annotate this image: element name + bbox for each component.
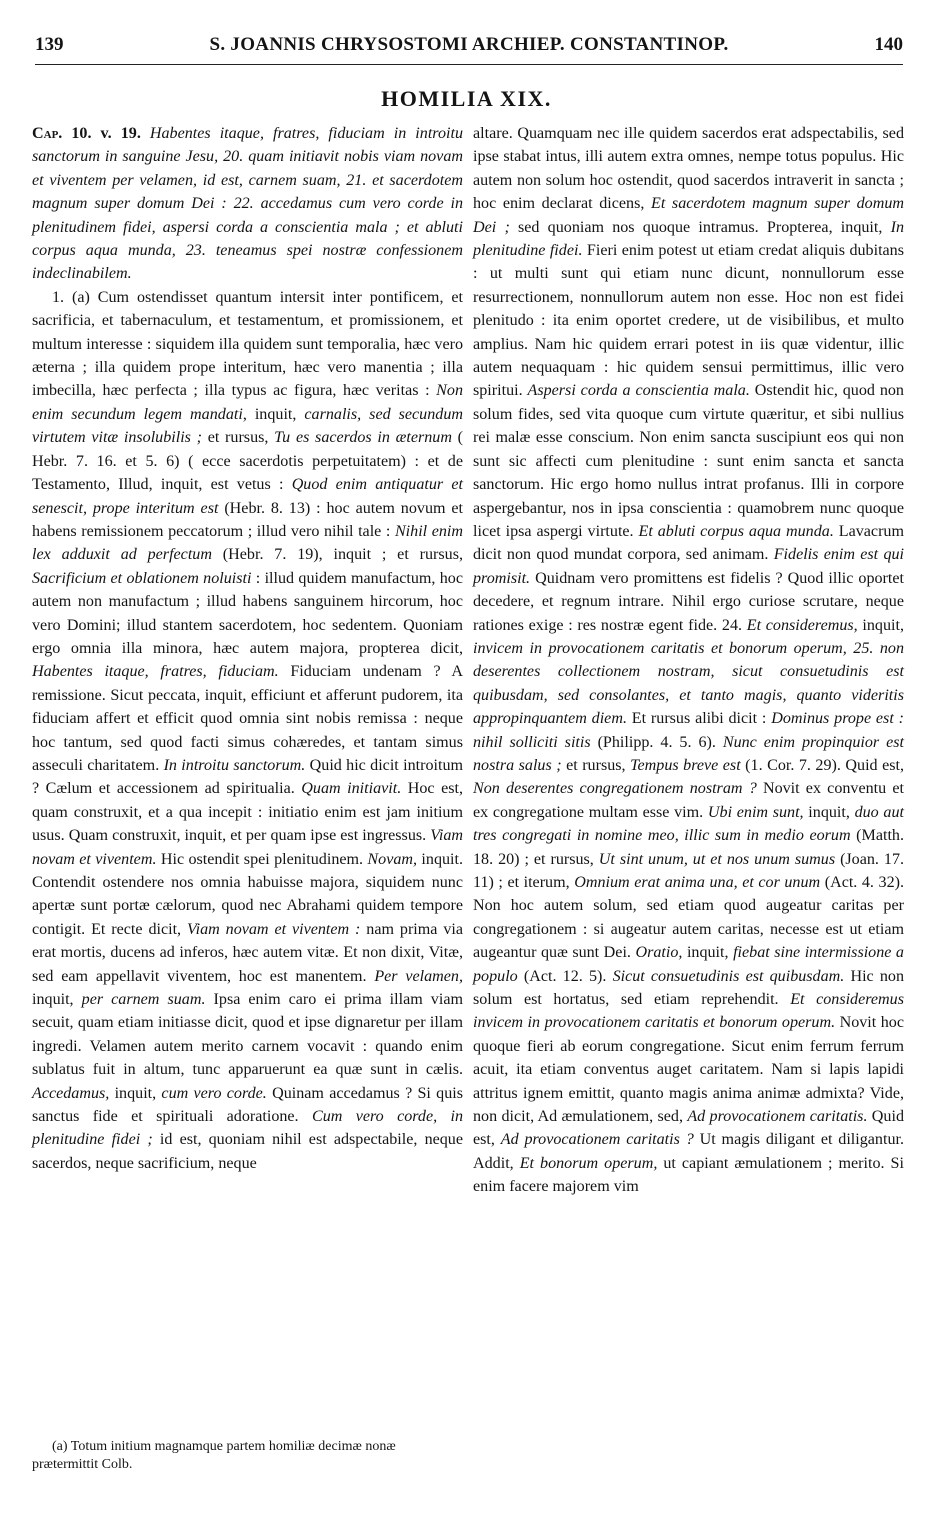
text-run: (Philipp. 4. 5. 6).: [590, 733, 723, 751]
quote-run: duo aut tres congregati in nomine meo, illic sum in medio eorum: [473, 803, 904, 845]
page-number-left: 139: [35, 34, 64, 55]
quote-run: In plenitudine fidei.: [473, 218, 904, 260]
text-run: Et rursus alibi dicit :: [626, 710, 772, 728]
quote-run: Nihil enim lex adduxit ad perfectum: [32, 522, 463, 564]
quote-run: Quod enim antiquatur et senescit, prope interitum est: [32, 476, 463, 517]
text-run: (Act. 12. 5).: [517, 967, 613, 985]
text-run: (1. Cor. 7. 29). Quid est,: [740, 756, 904, 774]
text-run: Novit ex conventu et ex congregatione multam esse vim.: [473, 780, 904, 821]
left-column: [32, 122, 463, 1175]
quote-run: Dominus prope est : nihil solliciti sitis: [473, 710, 904, 751]
quote-run: Non enim secundum legem mandati: [32, 382, 463, 423]
homily-title: HOMILIA XIX.: [381, 86, 552, 111]
page-number-right: 140: [874, 34, 903, 55]
quote-run: Viam novam et viventem.: [32, 827, 463, 868]
quote-run: Ad provocationem caritatis.: [687, 1108, 868, 1126]
commentary-paragraph: [32, 286, 463, 1175]
quote-run: Accedamus,: [32, 1084, 110, 1102]
quote-run: Nunc enim propinquior est nostra salus ;: [473, 733, 905, 774]
text-run: Lavacrum dicit non quod mundat corpora, sed animam.: [473, 522, 904, 564]
chapter-label: Cap.: [32, 125, 63, 142]
running-header: [35, 30, 903, 65]
text-run: inquit. Contendit ostendere nos omnia habuisse majora, siquidem nunc apertæ sunt portæ cælorum, quod nec Abrahami quidem tempore contigit. Et recte dicit,: [32, 850, 463, 938]
text-run: (Joan. 17. 11) ; et iterum,: [473, 850, 905, 891]
text-run: inquit,: [109, 1084, 162, 1102]
text-run: inquit,: [32, 991, 82, 1009]
quote-run: Tempus breve est: [630, 756, 741, 774]
quote-run: Non deserentes congregationem nostram ?: [473, 780, 757, 798]
scripture-passage: [32, 122, 463, 286]
text-run: Hic non solum est hortatus, sed etiam reprehendit.: [473, 967, 905, 1009]
running-title: S. JOANNIS CHRYSOSTOMI ARCHIEP. CONSTANTINOP.: [209, 34, 729, 55]
quote-run: Tu es sacerdos in æternum: [274, 429, 452, 447]
quote-run: carnalis, sed secundum virtutem vitæ insolubilis ;: [32, 405, 463, 447]
text-run: ( Hebr. 7. 16. et 5. 6) ( ecce sacerdotis perpetuitatem) : et de Testamento, Illud, inquit, est vetus :: [32, 429, 464, 494]
text-run: inquit,: [682, 944, 734, 962]
text-run: (Matth. 18. 20) ; et rursus,: [473, 827, 904, 868]
text-run: , inquit,: [242, 405, 305, 423]
quote-run: Ut sint unum, ut et nos unum sumus: [598, 850, 836, 868]
quote-run: fiebat sine intermissione a populo: [473, 944, 904, 985]
quote-run: Habentes itaque, fratres, fiduciam.: [32, 663, 279, 681]
text-run: Quinam accedamus ? Si quis sanctus fide et spirituali adoratione.: [32, 1084, 463, 1126]
right-column: [473, 122, 904, 1199]
quote-run: Et bonorum operum,: [519, 1154, 658, 1172]
text-run: et rursus,: [202, 429, 275, 447]
text-run: sed quoniam nos quoque intramus. Propterea, inquit,: [509, 218, 891, 236]
quote-run: Fidelis enim est qui promisit.: [473, 546, 905, 587]
scripture-text: Habentes itaque, fratres, fiduciam in introitu sanctorum in sanguine Jesu, 20. quam initiavit nobis viam novam et viventem per velamen, id est, carnem suam, 21. et sacerdotem magnum super domum Dei : 22. accedamus cum vero corde in plenitudinem fidei, aspersi corda a conscientia mala ; et abluti corpus aqua munda, 23. teneamus spei nostræ confessionem indeclinabilem.: [32, 125, 463, 283]
quote-run: Sacrificium et oblationem noluisti: [32, 569, 252, 587]
footnote: (a) Totum initium magnamque partem homiliæ decimæ nonæ prætermittit Colb.: [32, 1439, 396, 1472]
quote-run: Quam initiavit.: [301, 780, 402, 798]
text-run: (Hebr. 7. 19), inquit ; et rursus,: [211, 546, 463, 564]
quote-run: Et consideremus,: [746, 616, 858, 634]
text-run: Ut magis diligant et diligantur. Addit,: [473, 1131, 904, 1172]
quote-run: cum vero corde.: [161, 1084, 267, 1102]
quote-run: Et abluti corpus aqua munda.: [638, 522, 834, 540]
quote-run: Aspersi corda a conscientia mala.: [527, 382, 750, 400]
text-run: Ostendit hic, quod non solum fides, sed vita quoque cum virtute quæritur, et sibi nullius rei malæ esse conscium. Non enim sancta suscipiunt eos qui non sunt sic affecti cum plenitudine : sunt enim sancta et sancta sanctorum. Hic ergo homo nullus intrat profanus. Illi in corpore aspergebantur, nos in ipsa conscientia : quamobrem nunc quoque licet ipsa aspergi virtute.: [473, 382, 904, 540]
quote-run: Et consideremus invicem in provocationem caritatis et bonorum operum.: [473, 991, 904, 1032]
quote-run: Et sacerdotem magnum super domum Dei ;: [473, 195, 904, 236]
text-run: inquit,: [857, 616, 904, 634]
text-run: (Act. 4. 32). Non hoc autem solum, sed etiam quod augeatur caritas per congregationem : si augeatur autem caritas, necesse est ut etiam augeantur quæ sunt Dei.: [473, 874, 904, 962]
chapter-reference: 10. v. 19.: [62, 125, 150, 142]
quote-run: Omnium erat anima una, et cor unum: [574, 874, 821, 891]
commentary-paragraph: [473, 122, 904, 1199]
text-run: : illud quidem manufactum, hoc autem non manufactum ; illud habens sanguinem hircorum, hoc vero Domini; illud stantem sacerdotem, hoc sedentem. Quoniam ergo omnia illa minora, hæc autem majora, propterea dicit,: [32, 569, 463, 657]
text-run: ut capiant æmulationem ; merito. Si enim facere majorem vim: [473, 1154, 904, 1196]
quote-run: Per velamen,: [374, 967, 463, 985]
text-run: Quid hic dicit introitum ? Cælum et accessionem ad spiritualia.: [32, 756, 464, 798]
quote-run: Viam novam et viventem :: [186, 920, 361, 938]
quote-run: In introitu sanctorum.: [163, 756, 306, 774]
text-run: Hic ostendit spei plenitudinem.: [156, 850, 368, 868]
quote-run: Ad provocationem caritatis ?: [500, 1131, 694, 1149]
text-run: 1. (a) Cum ostendisset quantum intersit inter pontificem, et sacrificia, et tabernaculum, et testamentum, et promissionem, et multum interesse : siquidem illa quidem sunt temporalia, hæc vero æterna ; illa quidem prope interitum, hæc vero manentia ; illa imbecilla, hæc perfecta ; illa typus ac figura, hæc veritas :: [32, 288, 463, 400]
text-run: et rursus,: [561, 756, 631, 774]
quote-run: per carnem suam.: [81, 991, 206, 1009]
text-run: Quid est,: [473, 1108, 904, 1149]
text-run: altare. Quamquam nec ille quidem sacerdos erat adspectabilis, sed ipse stabat intus, illi autem extra omnes, nempe totus populus. Hic autem non solum hoc ostendit, quod sacerdos intraverit in sancta ; hoc enim declarat dicens,: [473, 125, 904, 213]
text-run: id est, quoniam nihil est adspectabile, neque sacerdos, neque sacrificium, neque: [32, 1131, 464, 1172]
quote-run: Cum vero corde, in plenitudine fidei ;: [32, 1108, 464, 1149]
quote-run: Sicut consuetudinis est quibusdam.: [612, 967, 845, 985]
quote-run: Novam,: [367, 850, 418, 868]
text-run: Fiduciam undenam ? A remissione. Sicut peccata, inquit, efficiunt et afferunt pudorem, ita fiduciam affert et efficit quod omnia sint nobis remissa : neque hoc tantum, sed quod facti simus cohæredes, et tantam simus asseculi charitatem.: [32, 663, 463, 774]
quote-run: Ubi enim sunt,: [707, 803, 804, 821]
text-run: nam prima via erat mortis, ducens ad inferos, hæc autem vitæ. Et non dixit, Vitæ, sed eam appellavit viventem, hoc est manentem.: [32, 920, 464, 985]
quote-run: invicem in provocationem caritatis et bonorum operum, 25. non deserentes collectionem nostram, sicut consuetudinis est quibusdam, sed consolantes, et tanto magis, quanto videritis appropinquantem diem.: [473, 639, 904, 728]
quote-run: Oratio,: [635, 944, 683, 962]
text-run: Hoc est, quam construxit, et a qua incepit : initiatio enim est jam initium usus. Quam construxit, inquit, et per quam ipse est ingressus.: [32, 780, 463, 845]
text-run: Fieri enim potest ut etiam credat aliquis dubitans : ut multi sunt qui etiam nunc dicunt, nonnullorum esse resurrectionem, nonnullorum autem non esse. Hoc non est fidei plenitudo : ita enim oportet credere, ut de visibilibus, et multo amplius. Nam hic quidem errari potest in iis quæ videntur, illic autem nequaquam : hic quidem sensui permittimus, illic vero spiritui.: [473, 242, 904, 400]
text-run: Novit hoc quoque fieri ab eorum congregatione. Sicut enim ferrum ferrum acuit, ita etiam conventus auget caritatem. Nam si lapis lapidi attritus ignem emittit, quanto magis anima animæ admixta? Vide, non dicit, Ad æmulationem, sed,: [473, 1014, 904, 1126]
text-run: Quidnam vero promittens est fidelis ? Quod illic oportet decedere, et regnum intrare. Nihil ergo curiose scrutare, neque rationes exige : res nostræ egent fide. 24.: [473, 569, 904, 634]
text-run: inquit,: [803, 803, 855, 821]
text-run: Ipsa enim caro ei prima illam viam secuit, quam etiam initiasse dicit, quod et ipse dignaretur per illam ingredi. Velamen autem merito carnem vocavit : quando enim sublatus fuit in altum, tunc apparuerunt ea quæ sunt in cælis.: [32, 991, 463, 1079]
text-run: (Hebr. 8. 13) : hoc autem novum et habens remissionem peccatorum ; illud vero nihil tale :: [32, 499, 463, 540]
